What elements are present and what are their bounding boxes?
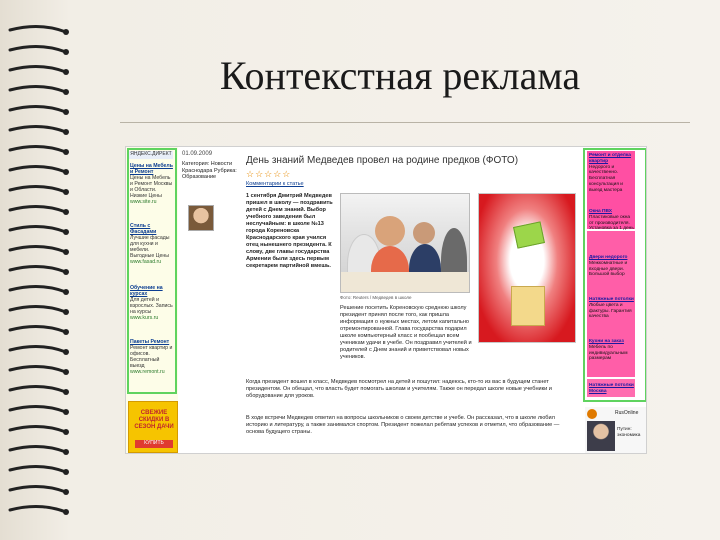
ad-title[interactable]: Стиль с Фасадами [130, 223, 157, 235]
right-ad-column [582, 147, 647, 454]
article-lead: 1 сентября Дмитрий Медведев пришел в школу — поздравить детей с Днем знаний. Выбор учебного заведения был неслучайным: в школе №13 города Кореновска Краснодарского края учился отец нынешнего президента. К слову, две главы государства Армении были здесь первым секретарем партийной вмешь. [246, 193, 333, 269]
ad-text: Для детей и взрослых. Запись на курсы [130, 297, 173, 315]
ad-text: Пластиковые окна от производителя. Установка за 1 день [589, 214, 634, 232]
article-date: 01.09.2009 [182, 151, 213, 157]
article-photo [340, 193, 470, 293]
article-title: День знаний Медведев провел на родине предков (ФОТО) [246, 155, 519, 166]
right-ad-3[interactable] [589, 255, 635, 278]
webpage-screenshot [125, 146, 647, 454]
photo-person [413, 222, 435, 244]
title-divider [120, 122, 690, 123]
right-ad-1[interactable] [589, 153, 635, 194]
ad-text: Любые цвета и фактуры. Гарантия качества [589, 302, 632, 320]
ad-text: Цены на Мебель и Ремонт Москвы и Области. Низкие Цены [130, 175, 173, 199]
promo-button[interactable]: КУПИТЬ [135, 440, 173, 448]
left-ad-2[interactable] [130, 223, 174, 265]
ad-title[interactable]: Натяжные потолки Москва [589, 383, 634, 394]
news-photo [587, 421, 615, 451]
ad-text: Мебель по индивидуальным размерам [589, 344, 628, 362]
photo-caption: Фото: Reuters / Медведев в школе [340, 295, 412, 300]
spiral-binding [0, 0, 80, 540]
left-ad-column [126, 147, 178, 454]
ad-title[interactable]: Натяжные потолки [589, 297, 634, 302]
ad-text: Недорого и качественно. Бесплатная консультация и выезд мастера [589, 164, 623, 193]
right-ad-4[interactable] [589, 297, 635, 320]
ad-link[interactable]: www.kurs.ru [130, 315, 159, 321]
ad-link[interactable]: www.fasad.ru [130, 259, 162, 265]
photo-desk [341, 272, 470, 293]
comments-link[interactable]: Комментарии к статье [246, 181, 304, 187]
ad-title[interactable]: Окна ПВХ [589, 209, 612, 214]
news-widget[interactable] [585, 407, 647, 453]
ad-title[interactable]: Кухни на заказ [589, 339, 624, 344]
ad-title[interactable]: Цены на Мебель и Ремонт [130, 163, 173, 175]
news-text[interactable]: Путин: экономика [617, 427, 641, 438]
ad-text: Межкомнатные и входные двери. Большой выбор [589, 260, 628, 278]
author-avatar [188, 205, 214, 231]
article-paragraph: Решение посетить Кореновскую среднюю школу президент принял после того, как пришла информация о нужных местах, летом капитально отремонтированной. Глава государства подарил школе компьютерный класс и пообещал всем ученикам удачи в учебе. Он поздравил учителей и родителей с Днем знаний и приветствовал новых учеников. [340, 305, 472, 360]
right-ad-lower[interactable] [589, 383, 635, 395]
ad-link[interactable]: www.remont.ru [130, 369, 165, 375]
promo-text: СВЕЖИЕ СКИДКИ В СЕЗОН ДАЧИ [134, 410, 174, 430]
gift-lid [513, 221, 545, 248]
ad-title[interactable]: Двери недорого [589, 255, 628, 260]
article-paragraph: Когда президент вошел в класс, Медведев посмотрел на детей и пошутил: надеюсь, кто-то из вас в будущем станет президентом. Он обещал, что власть будет помогать школам и учителям. Также он передал школе новые учебники и оборудование для уроков. [246, 379, 552, 399]
ad-text: Лучшие фасады для кухни и мебели. Выгодные Цены [130, 235, 170, 259]
ad-title[interactable]: Ремонт и отделка квартир [589, 153, 631, 164]
ad-network-header: ЯНДЕКС.ДИРЕКТ [130, 151, 172, 157]
article-paragraph: В ходе встречи Медведев ответил на вопросы школьников о своем детстве и учебе. Он рассказал, что в школе любил историю и литературу, а также занимался спортом. Президент пожелал ребятам успехов и отметил, что образование — основа будущего страны. [246, 415, 560, 435]
slide-title: Контекстная реклама [219, 53, 581, 98]
right-ad-2[interactable] [589, 209, 635, 232]
left-ad-1[interactable] [130, 163, 174, 205]
news-widget-title[interactable]: RusOnline [615, 410, 639, 416]
left-ad-4[interactable] [130, 339, 174, 375]
left-ad-3[interactable] [130, 285, 174, 321]
rating-stars[interactable]: ☆☆☆☆☆ [246, 169, 292, 179]
ad-title[interactable]: Пакеты Ремонт [130, 339, 170, 345]
ad-title[interactable]: Обучение на курсах [130, 285, 163, 297]
gift-box [511, 286, 545, 326]
article [246, 147, 580, 454]
news-logo-icon [587, 409, 597, 419]
ad-text: Ремонт квартир и офисов. Бесплатный выезд [130, 345, 173, 369]
photo-person [375, 216, 405, 246]
gift-ad-image[interactable] [478, 193, 576, 343]
promo-banner[interactable] [128, 401, 178, 453]
right-ad-5[interactable] [589, 339, 635, 362]
article-category[interactable]: Категория: Новости Краснодара Рубрика: Образование [182, 161, 237, 180]
article-meta-column [180, 147, 243, 454]
ad-link[interactable]: www.site.ru [130, 199, 157, 205]
